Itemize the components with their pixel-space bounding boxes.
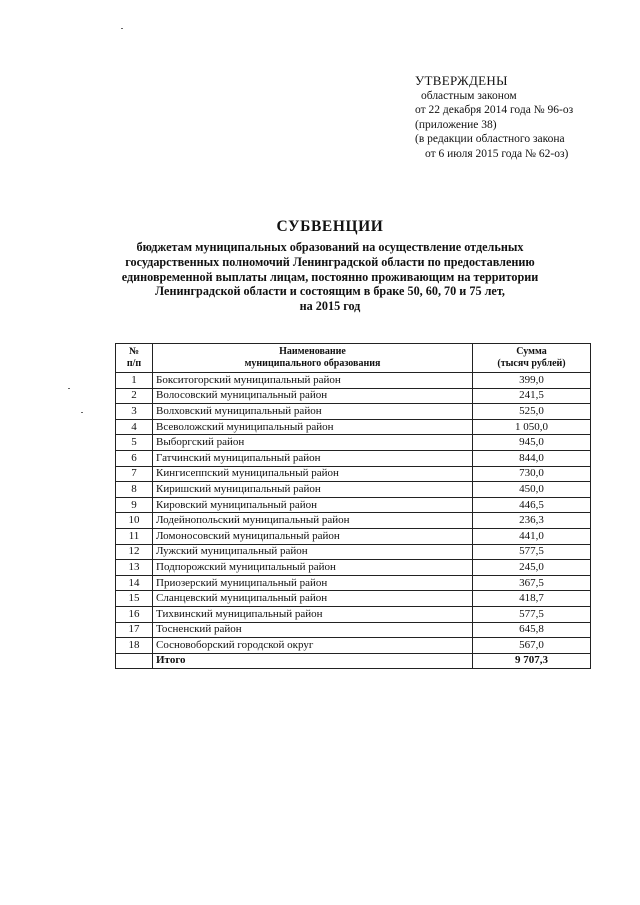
row-municipality: Тосненский район bbox=[153, 622, 473, 638]
table-row bbox=[116, 638, 591, 654]
row-sum: 399,0 bbox=[473, 373, 591, 389]
approval-line: областным законом bbox=[421, 89, 517, 102]
approval-line: (приложение 38) bbox=[415, 118, 497, 131]
row-number: 2 bbox=[116, 388, 153, 404]
row-municipality: Гатчинский муниципальный район bbox=[153, 450, 473, 466]
row-number: 12 bbox=[116, 544, 153, 560]
table-row bbox=[116, 497, 591, 513]
row-number: 13 bbox=[116, 560, 153, 576]
approval-line: от 6 июля 2015 года № 62-оз) bbox=[425, 147, 569, 160]
row-municipality: Тихвинский муниципальный район bbox=[153, 606, 473, 622]
row-number: 18 bbox=[116, 638, 153, 654]
row-number: 9 bbox=[116, 497, 153, 513]
scan-speck bbox=[81, 412, 83, 413]
row-sum: 241,5 bbox=[473, 388, 591, 404]
header-text: № bbox=[128, 346, 140, 357]
table-row bbox=[116, 419, 591, 435]
document-heading bbox=[70, 218, 590, 314]
header-text: муниципального образования bbox=[244, 358, 381, 369]
row-municipality: Волосовский муниципальный район bbox=[153, 388, 473, 404]
row-municipality: Бокситогорский муниципальный район bbox=[153, 373, 473, 389]
approval-line: УТВЕРЖДЕНЫ bbox=[415, 73, 508, 88]
table-row bbox=[116, 591, 591, 607]
total-number-cell bbox=[116, 653, 153, 669]
table-row bbox=[116, 606, 591, 622]
row-number: 1 bbox=[116, 373, 153, 389]
row-municipality: Сланцевский муниципальный район bbox=[153, 591, 473, 607]
row-sum: 367,5 bbox=[473, 575, 591, 591]
row-number: 11 bbox=[116, 528, 153, 544]
row-sum: 441,0 bbox=[473, 528, 591, 544]
table-row bbox=[116, 482, 591, 498]
row-sum: 730,0 bbox=[473, 466, 591, 482]
row-municipality: Лужский муниципальный район bbox=[153, 544, 473, 560]
row-number: 5 bbox=[116, 435, 153, 451]
table-row bbox=[116, 513, 591, 529]
row-number: 8 bbox=[116, 482, 153, 498]
table-row bbox=[116, 435, 591, 451]
row-municipality: Выборгский район bbox=[153, 435, 473, 451]
row-number: 14 bbox=[116, 575, 153, 591]
table-row bbox=[116, 544, 591, 560]
header-text: Наименование bbox=[279, 346, 346, 357]
row-municipality: Приозерский муниципальный район bbox=[153, 575, 473, 591]
table-row bbox=[116, 622, 591, 638]
scan-speck bbox=[68, 388, 70, 389]
approval-stamp bbox=[415, 74, 573, 162]
row-number: 17 bbox=[116, 622, 153, 638]
row-sum: 525,0 bbox=[473, 404, 591, 420]
table-row bbox=[116, 466, 591, 482]
row-municipality: Ломоносовский муниципальный район bbox=[153, 528, 473, 544]
row-sum: 450,0 bbox=[473, 482, 591, 498]
row-sum: 577,5 bbox=[473, 606, 591, 622]
row-sum: 418,7 bbox=[473, 591, 591, 607]
approval-line: (в редакции областного закона bbox=[415, 133, 565, 146]
row-number: 3 bbox=[116, 404, 153, 420]
total-sum: 9 707,3 bbox=[473, 653, 591, 669]
header-sum bbox=[473, 344, 591, 373]
row-number: 7 bbox=[116, 466, 153, 482]
row-municipality: Лодейнопольский муниципальный район bbox=[153, 513, 473, 529]
row-municipality: Кингисеппский муниципальный район bbox=[153, 466, 473, 482]
row-municipality: Сосновоборский городской округ bbox=[153, 638, 473, 654]
approval-line: от 22 декабря 2014 года № 96-оз bbox=[415, 104, 574, 117]
total-label: Итого bbox=[153, 653, 473, 669]
header-name bbox=[153, 344, 473, 373]
row-sum: 446,5 bbox=[473, 497, 591, 513]
document-subtitle-line: единовременной выплаты лицам, постоянно проживающим на территории bbox=[121, 269, 539, 284]
scan-speck bbox=[121, 28, 123, 29]
table-header-row bbox=[116, 344, 591, 373]
table-row bbox=[116, 388, 591, 404]
row-sum: 1 050,0 bbox=[473, 419, 591, 435]
header-number bbox=[116, 344, 153, 373]
row-municipality: Волховский муниципальный район bbox=[153, 404, 473, 420]
table-row bbox=[116, 373, 591, 389]
row-number: 6 bbox=[116, 450, 153, 466]
document-subtitle-line: государственных полномочий Ленинградской области по предоставлению bbox=[125, 254, 535, 269]
row-sum: 645,8 bbox=[473, 622, 591, 638]
row-number: 4 bbox=[116, 419, 153, 435]
row-sum: 245,0 bbox=[473, 560, 591, 576]
table-row bbox=[116, 450, 591, 466]
row-sum: 577,5 bbox=[473, 544, 591, 560]
header-text: п/п bbox=[126, 358, 142, 369]
row-number: 10 bbox=[116, 513, 153, 529]
document-subtitle-line: на 2015 год bbox=[299, 299, 361, 314]
row-municipality: Всеволожский муниципальный район bbox=[153, 419, 473, 435]
row-sum: 945,0 bbox=[473, 435, 591, 451]
table-row bbox=[116, 528, 591, 544]
row-sum: 844,0 bbox=[473, 450, 591, 466]
document-subtitle-line: Ленинградской области и состоящим в браке 50, 60, 70 и 75 лет, bbox=[155, 284, 505, 299]
header-text: Сумма bbox=[516, 346, 547, 357]
row-number: 15 bbox=[116, 591, 153, 607]
table-row bbox=[116, 404, 591, 420]
row-sum: 567,0 bbox=[473, 638, 591, 654]
table-total-row bbox=[116, 653, 591, 669]
document-subtitle-line: бюджетам муниципальных образований на осуществление отдельных bbox=[136, 240, 524, 254]
row-number: 16 bbox=[116, 606, 153, 622]
row-sum: 236,3 bbox=[473, 513, 591, 529]
row-municipality: Киришский муниципальный район bbox=[153, 482, 473, 498]
table-row bbox=[116, 575, 591, 591]
subventions-table bbox=[115, 343, 591, 669]
header-text: (тысяч рублей) bbox=[497, 358, 566, 369]
row-municipality: Кировский муниципальный район bbox=[153, 497, 473, 513]
row-municipality: Подпорожский муниципальный район bbox=[153, 560, 473, 576]
table-row bbox=[116, 560, 591, 576]
document-title: СУБВЕНЦИИ bbox=[276, 218, 384, 235]
